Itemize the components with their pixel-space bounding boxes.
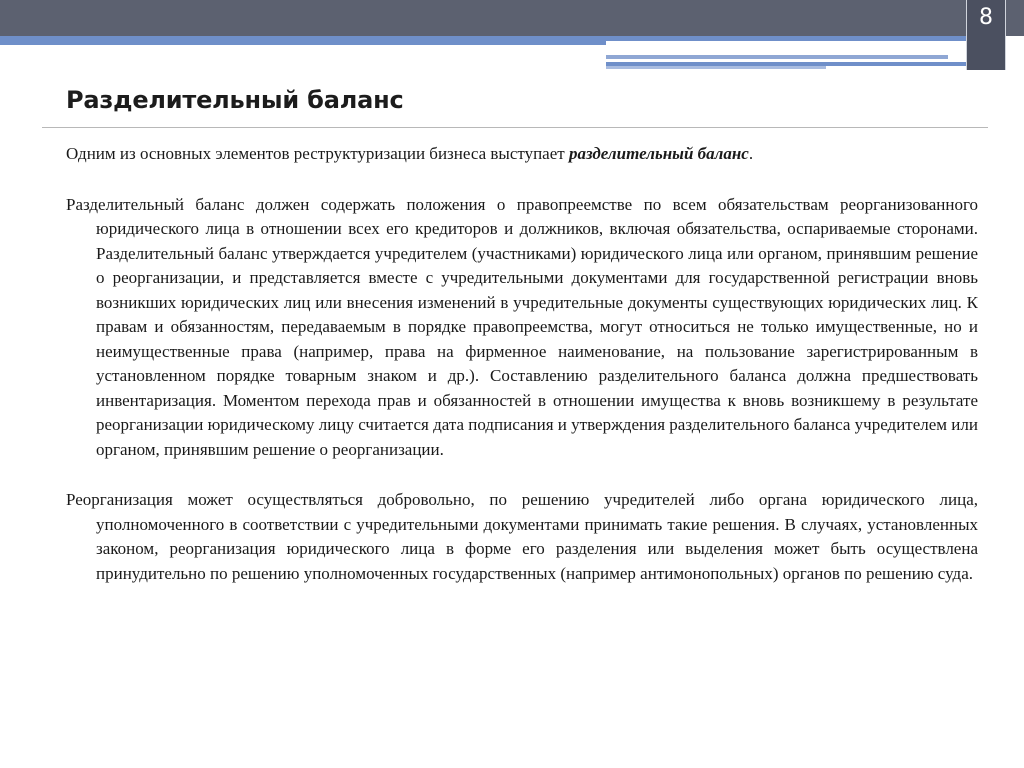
intro-text-end: . <box>748 144 754 163</box>
slide-body <box>66 142 978 586</box>
paragraph-reorganization: Реорганизация может осуществляться добровольно, по решению учредителей либо органа юридического лица, уполномоченного в соответствии с учредительными документами принимать такие решения. В случаях, установленных законом, реорганизация юридического лица в форме его разделения или выделения может быть осуществлена принудительно по решению уполномоченных государственных (например антимонопольных) органов по решению суда. <box>66 490 978 583</box>
header-stripe <box>0 36 606 45</box>
header-stripe <box>606 55 948 59</box>
header-stripe <box>606 66 826 69</box>
paragraph-balance: Разделительный баланс должен содержать положения о правопреемстве по всем обязательствам реорганизованного юридического лица в отношении всех его кредиторов и должников, включая обязательства, оспариваемые сторонами. Разделительный баланс утверждается учредителем (участниками) юридического лица или органом, принявшим решение о реорганизации, и представляется вместе с учредительными документами для государственной регистрации вновь возникших юридических лиц или внесения изменений в учредительные документы существующих юридических лиц. К правам и обязанностям, передаваемым в порядке правопреемства, могут относиться не только имущественные, но и неимущественные права (например, права на фирменное наименование, на пользование зарегистрированным в установленном порядке товарным знаком и др.). Составлению разделительного баланса должна предшествовать инвентаризация. Моментом перехода прав и обязанностей в отношении имущества к вновь возникшему в результате реорганизации юридическому лицу считается дата подписания и утверждения разделительного баланса учредителем или органом, принявшим решение о реорганизации. <box>66 194 978 459</box>
page-title: Разделительный баланс <box>66 86 404 114</box>
paragraph-intro <box>66 142 978 167</box>
header-bar <box>0 0 1024 36</box>
slide-number: 8 <box>979 5 993 30</box>
intro-emphasis: разделительный баланс <box>568 144 749 163</box>
intro-text: Одним из основных элементов реструктуризации бизнеса выступает <box>66 144 569 163</box>
title-divider <box>42 127 988 128</box>
header-stripe <box>606 36 1006 41</box>
